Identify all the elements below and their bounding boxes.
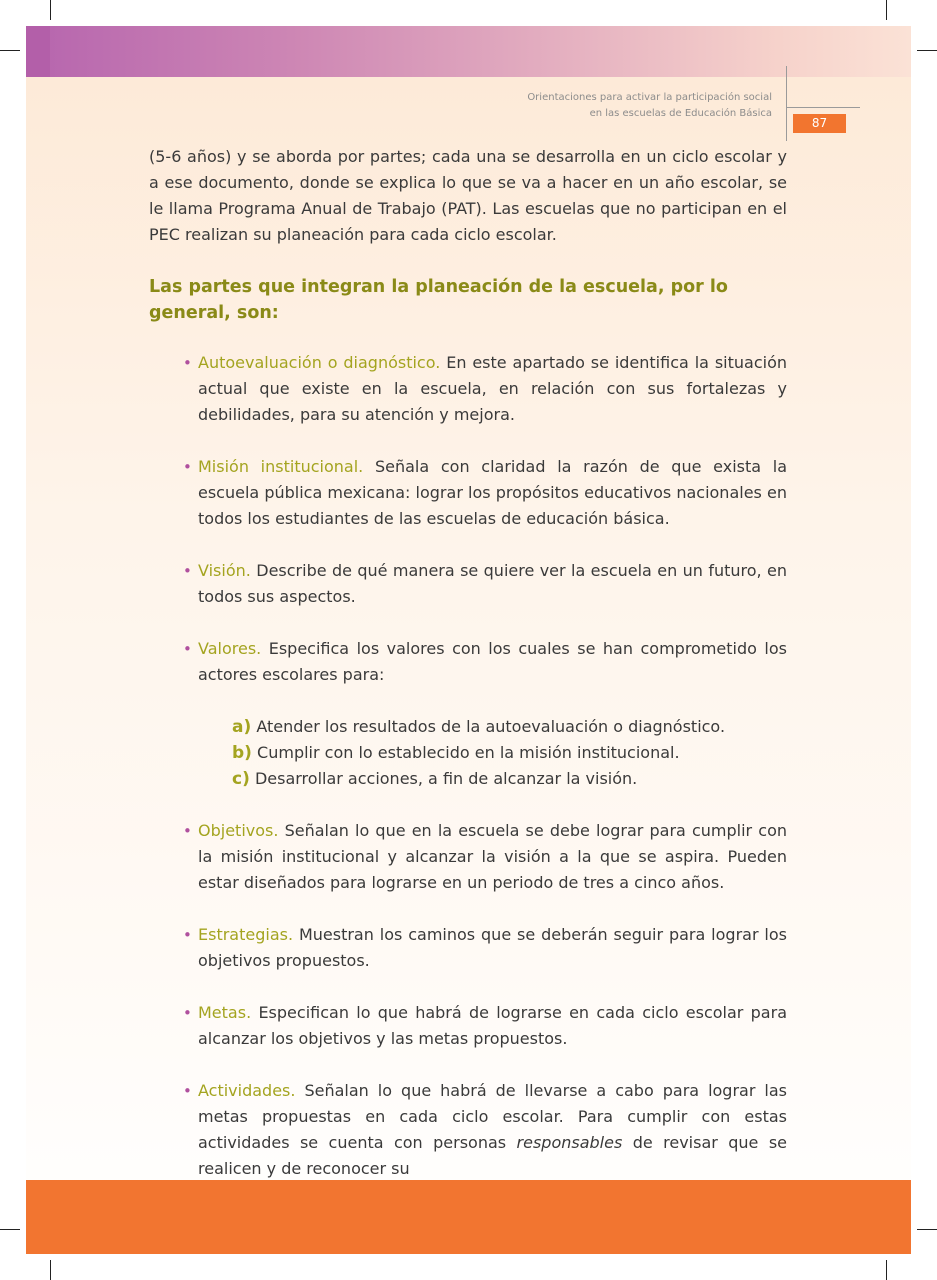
bottom-color-band [26, 1180, 911, 1254]
crop-mark [50, 0, 51, 20]
item-term: Estrategias. [198, 925, 294, 944]
item-text: Describe de qué manera se quiere ver la escuela en un futuro, en todos sus aspectos. [198, 561, 787, 606]
list-item-objetivos [149, 818, 787, 896]
top-band-edge [26, 26, 50, 77]
running-head [527, 90, 772, 122]
item-text: Especifican lo que habrá de lograrse en cada ciclo escolar para alcanzar los objetivos y las metas propuestos. [198, 1003, 787, 1048]
crop-mark [917, 50, 937, 51]
item-term: Metas. [198, 1003, 252, 1022]
item-text: Muestran los caminos que se deberán seguir para lograr los objetivos propuestos. [198, 925, 787, 970]
bullet-icon: • [183, 1082, 192, 1100]
bullet-icon: • [183, 1004, 192, 1022]
top-color-band [26, 26, 911, 77]
planning-parts-list [149, 350, 787, 1182]
list-item-vision [149, 558, 787, 610]
running-head-line: Orientaciones para activar la participación social [527, 92, 772, 103]
item-text: Señala con claridad la razón de que exista la escuela pública mexicana: lograr los propósitos educativos nacionales en todos los estudiantes de las escuelas de educación básica. [198, 457, 788, 528]
document-page [26, 26, 911, 1254]
crop-mark [886, 1260, 887, 1280]
item-term: Valores. [198, 639, 262, 658]
bullet-icon: • [183, 926, 192, 944]
section-heading: Las partes que integran la planeación de la escuela, por lo general, son: [149, 277, 728, 323]
header-rule-horizontal [786, 107, 860, 108]
running-head-line: en las escuelas de Educación Básica [589, 108, 772, 119]
item-term: Objetivos. [198, 821, 279, 840]
bullet-icon: • [183, 562, 192, 580]
crop-mark [0, 50, 20, 51]
sublist-item [232, 766, 787, 792]
list-item-estrategias [149, 922, 787, 974]
list-item-metas [149, 1000, 787, 1052]
page-number: 87 [793, 114, 846, 133]
intro-paragraph: (5-6 años) y se aborda por partes; cada una se desarrolla en un ciclo escolar y a ese documento, donde se explica lo que se va a hacer en un año escolar, se le llama Programa Anual de Trabajo (PAT). Las escuelas que no participan en el PEC realizan su planeación para cada ciclo escolar. [149, 147, 787, 244]
crop-mark [917, 1229, 937, 1230]
item-text: de revisar que se realicen y de reconocer su [198, 1133, 787, 1178]
bullet-icon: • [183, 640, 192, 658]
item-term: Misión institucional. [198, 457, 364, 476]
sublist-item [232, 740, 787, 766]
item-text: Especifica los valores con los cuales se han comprometido los actores escolares para: [198, 639, 787, 684]
header-rule-vertical [786, 66, 787, 141]
item-text: Señalan lo que en la escuela se debe lograr para cumplir con la misión institucional y alcanzar la visión a la que se aspira. Pueden estar diseñados para lograrse en un periodo de tres a cinco años. [198, 821, 787, 892]
values-sublist [198, 714, 787, 792]
bullet-icon: • [183, 354, 192, 372]
bullet-icon: • [183, 458, 192, 476]
sublist-item [232, 714, 787, 740]
sublist-text: Cumplir con lo establecido en la misión institucional. [251, 743, 680, 762]
item-term: Autoevaluación o diagnóstico. [198, 353, 441, 372]
sublist-letter: a) [232, 717, 252, 737]
crop-mark [50, 1260, 51, 1280]
bullet-icon: • [183, 822, 192, 840]
main-content [149, 144, 787, 1208]
item-emphasis: responsables [516, 1133, 623, 1152]
list-item-actividades [149, 1078, 787, 1182]
sublist-letter: c) [232, 769, 250, 789]
list-item-autoevaluacion [149, 350, 787, 428]
list-item-mision [149, 454, 787, 532]
crop-mark [0, 1229, 20, 1230]
item-term: Visión. [198, 561, 251, 580]
list-item-valores [149, 636, 787, 792]
crop-mark [886, 0, 887, 20]
sublist-text: Desarrollar acciones, a fin de alcanzar la visión. [249, 769, 638, 788]
item-text: En este apartado se identifica la situación actual que existe en la escuela, en relación con sus fortalezas y debilidades, para su atención y mejora. [198, 353, 787, 424]
sublist-text: Atender los resultados de la autoevaluación o diagnóstico. [251, 717, 726, 736]
sublist-letter: b) [232, 743, 252, 763]
item-text: Señalan lo que habrá de llevarse a cabo para lograr las metas propuestas en cada ciclo escolar. Para cumplir con estas actividades se cuenta con personas [198, 1081, 787, 1152]
item-term: Actividades. [198, 1081, 296, 1100]
